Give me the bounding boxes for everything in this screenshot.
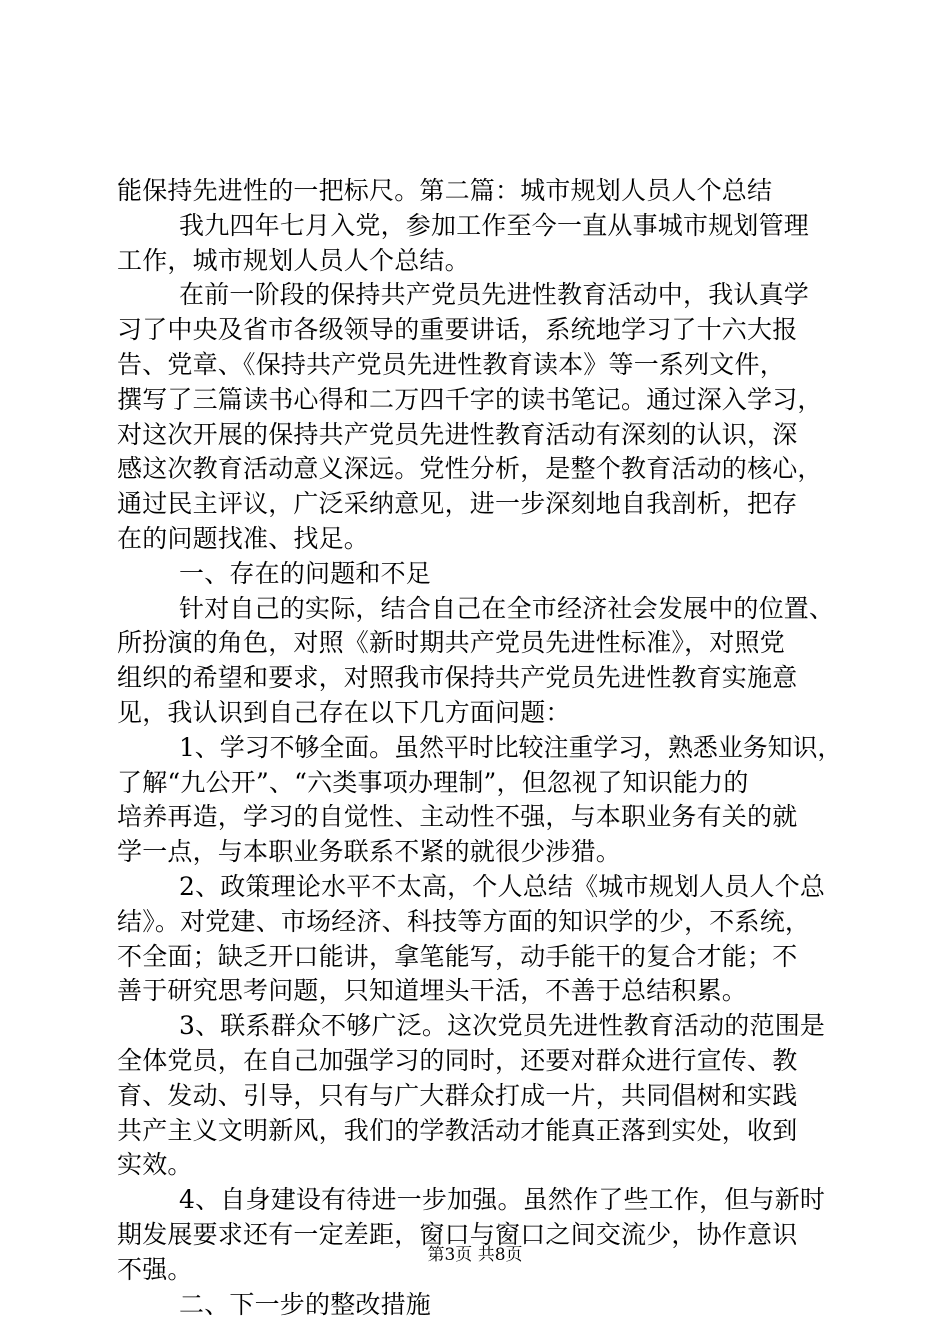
text-line: 撰写了三篇读书心得和二万四千字的读书笔记。通过深入学习， [117, 384, 823, 414]
text-line: 4、自身建设有待进一步加强。虽然作了些工作，但与新时 [179, 1185, 826, 1215]
text-line: 在前一阶段的保持共产党员先进性教育活动中，我认真学 [179, 280, 810, 310]
text-line: 培养再造，学习的自觉性、主动性不强，与本职业务有关的就 [117, 802, 798, 832]
text-line: 2、政策理论水平不太高，个人总结《城市规划人员人个总 [179, 871, 826, 901]
text-line: 育、发动、引导，只有与广大群众打成一片，共同倡树和实践 [117, 1080, 798, 1110]
text-line: 实效。 [117, 1150, 193, 1180]
text-line: 所扮演的角色，对照《新时期共产党员先进性标准》，对照党 [117, 628, 785, 658]
text-line: 一、存在的问题和不足 [179, 558, 432, 588]
text-line: 1、学习不够全面。虽然平时比较注重学习，熟悉业务知识， [179, 732, 843, 762]
text-line: 不全面；缺乏开口能讲，拿笔能写，动手能干的复合才能；不 [117, 941, 798, 971]
text-line: 善于研究思考问题，只知道埋头干活，不善于总结积累。 [117, 976, 748, 1006]
text-line: 不强。 [117, 1254, 193, 1284]
text-line: 学一点，与本职业务联系不紧的就很少涉猎。 [117, 837, 622, 867]
page-footer: 第3页 共8页 [427, 1245, 523, 1265]
text-line: 针对自己的实际，结合自己在全市经济社会发展中的位置、 [179, 593, 835, 623]
text-line: 告、党章、《保持共产党员先进性教育读本》等一系列文件， [117, 349, 785, 379]
text-line: 在的问题找准、找足。 [117, 523, 370, 553]
text-line: 通过民主评议，广泛采纳意见，进一步深刻地自我剖析，把存 [117, 489, 798, 519]
text-line: 能保持先进性的一把标尺。第二篇：城市规划人员人个总结 [117, 176, 773, 205]
text-line: 结》。对党建、市场经济、科技等方面的知识学的少，不系统， [117, 906, 811, 936]
text-line: 期发展要求还有一定差距，窗口与窗口之间交流少，协作意识 [117, 1219, 798, 1249]
text-line: 感这次教育活动意义深远。党性分析，是整个教育活动的核心， [117, 454, 823, 484]
text-line: 工作，城市规划人员人个总结。 [117, 245, 470, 275]
document-body [117, 174, 842, 1322]
text-line: 共产主义文明新风，我们的学教活动才能真正落到实处，收到 [117, 1115, 798, 1145]
text-line: 3、联系群众不够广泛。这次党员先进性教育活动的范围是 [179, 1011, 826, 1041]
text-line: 全体党员，在自己加强学习的同时，还要对群众进行宣传、教 [117, 1045, 798, 1075]
text-line: 习了中央及省市各级领导的重要讲话，系统地学习了十六大报 [117, 315, 798, 345]
text-line: 二、下一步的整改措施 [179, 1289, 432, 1319]
text-line: 组织的希望和要求，对照我市保持共产党员先进性教育实施意 [117, 663, 798, 693]
text-line: 对这次开展的保持共产党员先进性教育活动有深刻的认识，深 [117, 419, 798, 449]
text-line: 我九四年七月入党，参加工作至今一直从事城市规划管理 [179, 210, 810, 240]
text-line: 了解“九公开”、“六类事项办理制”，但忽视了知识能力的 [117, 767, 749, 797]
text-line: 见，我认识到自己存在以下几方面问题： [117, 697, 571, 727]
